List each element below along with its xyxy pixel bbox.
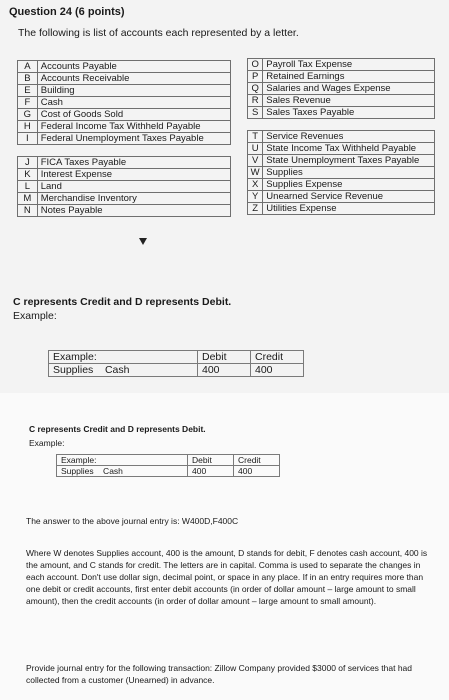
- debit-amount: 400: [188, 466, 234, 477]
- account-row: [248, 167, 435, 179]
- account-row: [18, 61, 231, 73]
- account-row: [18, 121, 231, 133]
- debit-amount: 400: [198, 364, 251, 377]
- account-letter: U: [248, 143, 263, 155]
- account-row: [248, 95, 435, 107]
- debit-header: Debit: [198, 351, 251, 364]
- account-letter: H: [18, 121, 38, 133]
- account-row: [248, 155, 435, 167]
- account-letter: T: [248, 131, 263, 143]
- format-instructions: Where W denotes Supplies account, 400 is the amount, D stands for debit, F denotes cash account, 400 is the amount, and C stands for credit. The letters are in capital. Comma is used to separate the changes in each account. Don't use dollar sign, decimal point, or space in any place. If in an entry requires more than one debit or credit accounts, first enter debit accounts (in order of dollar amount – large amount to small amount), then the credit accounts (in order of dollar amount – large amount to small amount).: [26, 548, 428, 606]
- account-letter: F: [18, 97, 38, 109]
- credit-debit-note-repeat: C represents Credit and D represents Debit.: [29, 424, 206, 434]
- account-name: Retained Earnings: [263, 71, 435, 83]
- table-spacer: [18, 145, 231, 157]
- account-row: [18, 205, 231, 217]
- transaction-prompt: Provide journal entry for the following transaction: Zillow Company provided $3000 of services that had collected from a customer (Unearned) in advance.: [26, 663, 413, 685]
- account-name: Land: [37, 181, 230, 193]
- question-title: Question 24 (6 points): [9, 6, 125, 18]
- account-name: Building: [37, 85, 230, 97]
- account-letter: G: [18, 109, 38, 121]
- example-label: Example:: [13, 310, 57, 322]
- account-row: [18, 109, 231, 121]
- account-letter: E: [18, 85, 38, 97]
- account-name: Supplies: [263, 167, 435, 179]
- account-row: [18, 181, 231, 193]
- credit-header: Credit: [251, 351, 304, 364]
- account-name: State Unemployment Taxes Payable: [263, 155, 435, 167]
- example-entry-row: [57, 466, 280, 477]
- account-name: Utilities Expense: [263, 203, 435, 215]
- credit-debit-note: C represents Credit and D represents Debit.: [13, 296, 232, 308]
- account-row: [248, 191, 435, 203]
- example-header-cell: Example:: [49, 351, 198, 364]
- example-label-repeat: Example:: [29, 438, 65, 448]
- account-letter: X: [248, 179, 263, 191]
- account-name: Interest Expense: [37, 169, 230, 181]
- account-row: [248, 179, 435, 191]
- account-row: [248, 107, 435, 119]
- example-header-row: [57, 455, 280, 466]
- account-letter: L: [18, 181, 38, 193]
- account-row: [18, 97, 231, 109]
- account-name: Accounts Payable: [37, 61, 230, 73]
- account-letter: A: [18, 61, 38, 73]
- account-letter: R: [248, 95, 263, 107]
- example-header-row: [49, 351, 304, 364]
- account-letter: N: [18, 205, 38, 217]
- account-name: Federal Income Tax Withheld Payable: [37, 121, 230, 133]
- account-name: Sales Taxes Payable: [263, 107, 435, 119]
- account-row: [248, 83, 435, 95]
- table-spacer: [248, 119, 435, 131]
- account-row: [18, 157, 231, 169]
- account-row: [248, 131, 435, 143]
- account-letter: Z: [248, 203, 263, 215]
- account-name: Cash: [37, 97, 230, 109]
- example-accounts: Supplies Cash: [49, 364, 198, 377]
- account-name: Salaries and Wages Expense: [263, 83, 435, 95]
- account-letter: O: [248, 59, 263, 71]
- account-name: Unearned Service Revenue: [263, 191, 435, 203]
- account-name: Accounts Receivable: [37, 73, 230, 85]
- spacer-cell: [18, 145, 231, 157]
- account-row: [18, 85, 231, 97]
- account-letter: V: [248, 155, 263, 167]
- account-row: [18, 73, 231, 85]
- account-letter: W: [248, 167, 263, 179]
- account-name: FICA Taxes Payable: [37, 157, 230, 169]
- credit-amount: 400: [234, 466, 280, 477]
- account-letter: Y: [248, 191, 263, 203]
- example-accounts: Supplies Cash: [57, 466, 188, 477]
- account-name: Service Revenues: [263, 131, 435, 143]
- question-intro: The following is list of accounts each represented by a letter.: [18, 27, 299, 39]
- accounts-table-left: [17, 60, 231, 217]
- example-entry-row: [49, 364, 304, 377]
- account-letter: J: [18, 157, 38, 169]
- account-name: Cost of Goods Sold: [37, 109, 230, 121]
- account-row: [248, 143, 435, 155]
- credit-amount: 400: [251, 364, 304, 377]
- account-name: Merchandise Inventory: [37, 193, 230, 205]
- account-letter: P: [248, 71, 263, 83]
- account-letter: I: [18, 133, 38, 145]
- account-name: State Income Tax Withheld Payable: [263, 143, 435, 155]
- account-name: Federal Unemployment Taxes Payable: [37, 133, 230, 145]
- account-row: [248, 203, 435, 215]
- accounts-table-right: [247, 58, 435, 215]
- account-name: Notes Payable: [37, 205, 230, 217]
- account-row: [18, 169, 231, 181]
- account-row: [18, 133, 231, 145]
- account-name: Payroll Tax Expense: [263, 59, 435, 71]
- debit-header: Debit: [188, 455, 234, 466]
- account-row: [248, 71, 435, 83]
- account-name: Supplies Expense: [263, 179, 435, 191]
- account-letter: M: [18, 193, 38, 205]
- account-letter: Q: [248, 83, 263, 95]
- credit-header: Credit: [234, 455, 280, 466]
- account-letter: K: [18, 169, 38, 181]
- account-row: [18, 193, 231, 205]
- account-letter: S: [248, 107, 263, 119]
- account-letter: B: [18, 73, 38, 85]
- example-header-cell: Example:: [57, 455, 188, 466]
- example-journal-table: [48, 350, 304, 377]
- example-journal-table-repeat: [56, 454, 280, 477]
- mouse-cursor-icon: [139, 238, 147, 245]
- spacer-cell: [248, 119, 435, 131]
- example-answer: The answer to the above journal entry is: W400D,F400C: [26, 516, 239, 526]
- account-name: Sales Revenue: [263, 95, 435, 107]
- account-row: [248, 59, 435, 71]
